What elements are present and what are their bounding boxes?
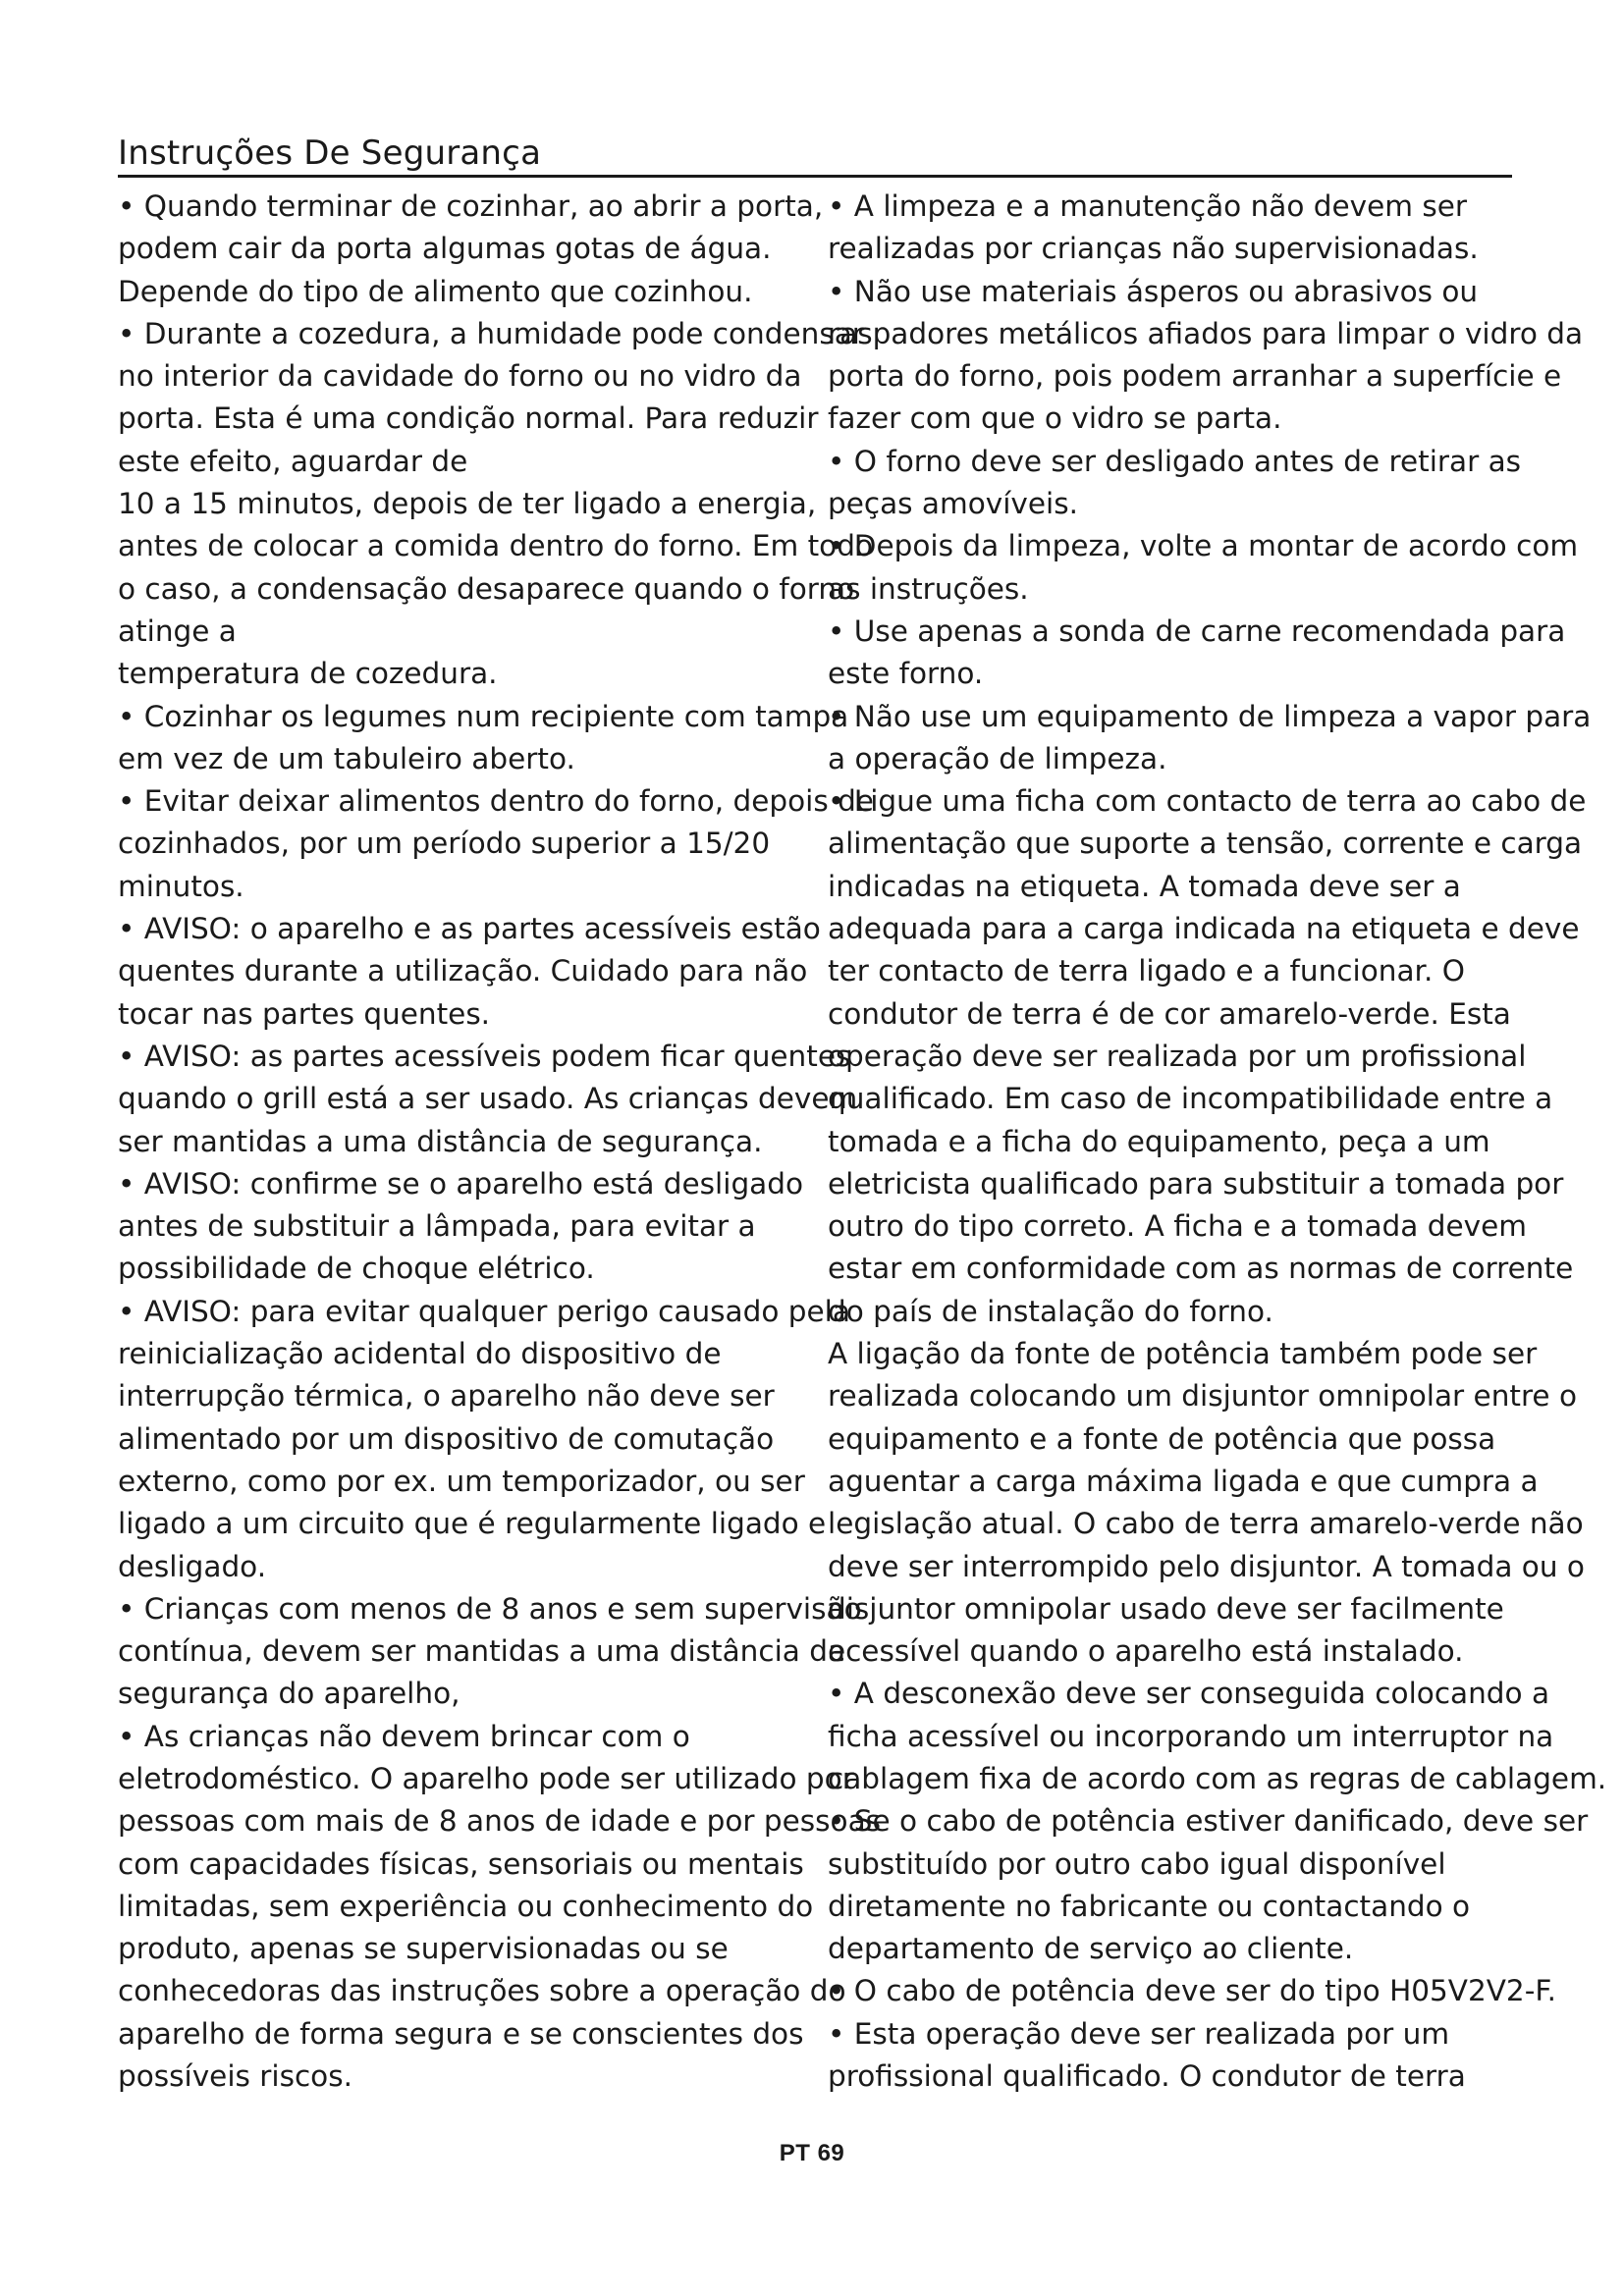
text-line: eletrodoméstico. O aparelho pode ser utilizado por (118, 1761, 854, 1795)
text-line: podem cair da porta algumas gotas de água. (118, 232, 772, 266)
text-line: disjuntor omnipolar usado deve ser facilmente (828, 1591, 1504, 1626)
text-line: peças amovíveis. (828, 487, 1078, 521)
text-line: alimentado por um dispositivo de comutação (118, 1421, 775, 1456)
text-line: tocar nas partes quentes. (118, 996, 491, 1031)
text-line: • Cozinhar os legumes num recipiente com tampa (118, 699, 849, 733)
text-line: ficha acessível ou incorporando um interruptor na (828, 1719, 1554, 1753)
text-line: contínua, devem ser mantidas a uma distância de (118, 1634, 846, 1669)
text-line: conhecedoras das instruções sobre a operação do (118, 1974, 846, 2008)
text-line: aparelho de forma segura e se conscientes dos (118, 2016, 804, 2051)
text-line: com capacidades físicas, sensoriais ou mentais (118, 1846, 804, 1881)
text-line: estar em conformidade com as normas de corrente (828, 1252, 1574, 1286)
text-line: • Não use materiais ásperos ou abrasivos ou (828, 274, 1479, 308)
text-line: condutor de terra é de cor amarelo-verde. Esta (828, 996, 1511, 1031)
text-line: realizadas por crianças não supervisionadas. (828, 232, 1479, 266)
text-line: A ligação da fonte de potência também pode ser (828, 1337, 1538, 1371)
text-line: minutos. (118, 869, 244, 903)
text-line: substituído por outro cabo igual disponível (828, 1846, 1446, 1881)
text-line: operação deve ser realizada por um profissional (828, 1039, 1527, 1073)
text-line: produto, apenas se supervisionadas ou se (118, 1932, 729, 1966)
text-line: • Se o cabo de potência estiver danificado, deve ser (828, 1804, 1589, 1839)
text-line: • As crianças não devem brincar com o (118, 1719, 690, 1753)
text-line: eletricista qualificado para substituir a tomada por (828, 1166, 1564, 1201)
text-line: cozinhados, por um período superior a 15/20 (118, 827, 771, 861)
text-line: a operação de limpeza. (828, 741, 1167, 775)
text-line: equipamento e a fonte de potência que possa (828, 1421, 1496, 1456)
text-line: este forno. (828, 657, 984, 691)
text-line: profissional qualificado. O condutor de terra (828, 2059, 1466, 2094)
text-line: reinicialização acidental do dispositivo de (118, 1337, 722, 1371)
text-line: o caso, a condensação desaparece quando o forno (118, 571, 855, 606)
text-line: ligado a um circuito que é regularmente ligado e (118, 1507, 827, 1541)
text-line: • A limpeza e a manutenção não devem ser (828, 189, 1468, 223)
text-line: • Crianças com menos de 8 anos e sem supervisão (118, 1591, 862, 1626)
text-line: • O forno deve ser desligado antes de retirar as (828, 444, 1522, 478)
text-line: realizada colocando um disjuntor omnipolar entre o (828, 1379, 1578, 1414)
text-line: aguentar a carga máxima ligada e que cumpra a (828, 1464, 1539, 1498)
text-line: interrupção térmica, o aparelho não deve ser (118, 1379, 775, 1414)
text-line: adequada para a carga indicada na etiqueta e deve (828, 912, 1580, 946)
left-text-column (118, 186, 882, 2098)
text-line: • A desconexão deve ser conseguida colocando a (828, 1677, 1550, 1711)
text-line: • Não use um equipamento de limpeza a vapor para (828, 699, 1592, 733)
text-line: deve ser interrompido pelo disjuntor. A tomada ou o (828, 1549, 1585, 1583)
right-text-column (828, 186, 1607, 2098)
text-line: porta do forno, pois podem arranhar a superfície e (828, 359, 1562, 394)
text-line: • Durante a cozedura, a humidade pode condensar (118, 316, 864, 350)
text-line: acessível quando o aparelho está instalado. (828, 1634, 1464, 1669)
text-line: legislação atual. O cabo de terra amarelo-verde não (828, 1507, 1584, 1541)
text-line: indicadas na etiqueta. A tomada deve ser a (828, 869, 1461, 903)
text-line: pessoas com mais de 8 anos de idade e por pessoas (118, 1804, 882, 1839)
text-line: cablagem fixa de acordo com as regras de cablagem. (828, 1761, 1607, 1795)
text-line: segurança do aparelho, (118, 1677, 460, 1711)
text-line: externo, como por ex. um temporizador, ou ser (118, 1464, 805, 1498)
text-line: outro do tipo correto. A ficha e a tomada devem (828, 1209, 1527, 1244)
text-line: tomada e a ficha do equipamento, peça a um (828, 1124, 1490, 1158)
text-line: • Esta operação deve ser realizada por um (828, 2016, 1450, 2051)
text-line: atinge a (118, 614, 237, 648)
text-line: possibilidade de choque elétrico. (118, 1252, 595, 1286)
text-line: antes de colocar a comida dentro do forno. Em todo (118, 529, 874, 563)
page-number: PT 69 (779, 2140, 845, 2166)
text-line: em vez de um tabuleiro aberto. (118, 741, 575, 775)
text-line: qualificado. Em caso de incompatibilidade entre a (828, 1082, 1553, 1116)
text-line: ter contacto de terra ligado e a funcionar. O (828, 954, 1465, 988)
text-line: 10 a 15 minutos, depois de ter ligado a energia, (118, 487, 817, 521)
text-line: • Depois da limpeza, volte a montar de acordo com (828, 529, 1579, 563)
text-line: raspadores metálicos afiados para limpar o vidro da (828, 316, 1584, 350)
text-line: do país de instalação do forno. (828, 1294, 1273, 1328)
page-title: Instruções De Segurança (118, 133, 542, 173)
text-line: • AVISO: confirme se o aparelho está desligado (118, 1166, 804, 1201)
text-line: departamento de serviço ao cliente. (828, 1932, 1354, 1966)
text-line: no interior da cavidade do forno ou no vidro da (118, 359, 802, 394)
text-line: Depende do tipo de alimento que cozinhou. (118, 274, 753, 308)
text-line: • Use apenas a sonda de carne recomendada para (828, 614, 1566, 648)
text-line: alimentação que suporte a tensão, corrente e carga (828, 827, 1583, 861)
title-underline (118, 175, 1512, 178)
text-line: • Ligue uma ficha com contacto de terra ao cabo de (828, 784, 1587, 819)
text-line: porta. Esta é uma condição normal. Para reduzir (118, 401, 819, 436)
text-line: este efeito, aguardar de (118, 444, 468, 478)
text-line: • Quando terminar de cozinhar, ao abrir a porta, (118, 189, 824, 223)
text-line: limitadas, sem experiência ou conhecimento do (118, 1889, 814, 1923)
text-line: ser mantidas a uma distância de segurança. (118, 1124, 763, 1158)
text-line: antes de substituir a lâmpada, para evitar a (118, 1209, 756, 1244)
text-line: fazer com que o vidro se parta. (828, 401, 1282, 436)
text-line: temperatura de cozedura. (118, 657, 498, 691)
text-line: • O cabo de potência deve ser do tipo H05V2V2-F. (828, 1974, 1556, 2008)
text-line: • AVISO: o aparelho e as partes acessíveis estão (118, 912, 821, 946)
text-line: possíveis riscos. (118, 2059, 352, 2094)
text-line: • Evitar deixar alimentos dentro do forno, depois de (118, 784, 874, 819)
text-line: diretamente no fabricante ou contactando o (828, 1889, 1471, 1923)
text-line: as instruções. (828, 571, 1029, 606)
text-line: • AVISO: as partes acessíveis podem ficar quentes (118, 1039, 851, 1073)
text-line: quando o grill está a ser usado. As crianças devem (118, 1082, 858, 1116)
text-line: • AVISO: para evitar qualquer perigo causado pela (118, 1294, 850, 1328)
text-line: quentes durante a utilização. Cuidado para não (118, 954, 808, 988)
text-line: desligado. (118, 1549, 267, 1583)
